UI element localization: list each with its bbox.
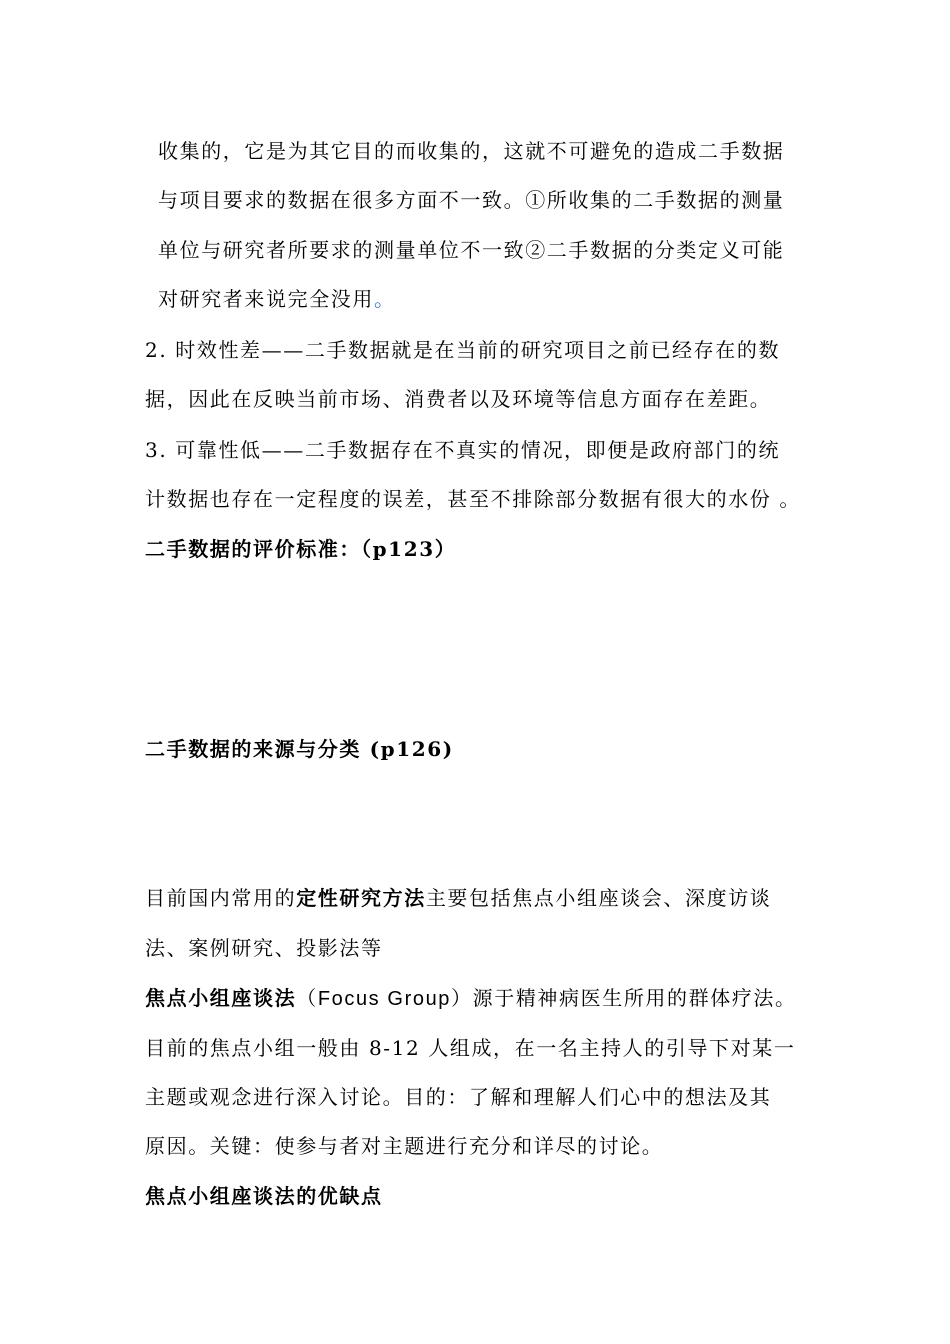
list-item-3-line: 计数据也存在一定程度的误差，甚至不排除部分数据有很大的水份 。	[145, 487, 801, 511]
text-line: 收集的，它是为其它目的而收集的，这就不可避免的造成二手数据	[158, 139, 785, 163]
list-item-2-line: 据，因此在反映当前市场、消费者以及环境等信息方面存在差距。	[145, 387, 772, 411]
focus-group-line: 原因。关键：使参与者对主题进行充分和详尽的讨论。	[145, 1134, 664, 1158]
text-span: （	[296, 986, 318, 1010]
section-heading-evaluation: 二手数据的评价标准：（p123）	[145, 537, 457, 561]
bold-term: 焦点小组座谈法	[145, 986, 297, 1010]
text-span: 目前国内常用的	[145, 886, 297, 910]
text-span: ）源于精神病医生所用的群体疗法。	[451, 986, 797, 1010]
qualitative-line	[145, 884, 771, 912]
focus-group-line: 目前的焦点小组一般由 8-12 人组成，在一名主持人的引导下对某一	[145, 1036, 796, 1060]
qualitative-line: 法、案例研究、投影法等	[145, 936, 383, 960]
section-heading-pros-cons: 焦点小组座谈法的优缺点	[145, 1184, 383, 1208]
english-term: Focus Group	[317, 988, 452, 1010]
list-item-2-line: 2. 时效性差——二手数据就是在当前的研究项目之前已经存在的数	[145, 338, 781, 362]
bold-term: 定性研究方法	[296, 886, 426, 910]
section-heading-sources: 二手数据的来源与分类 (p126)	[145, 737, 454, 761]
text-span: 对研究者来说完全没用	[158, 287, 374, 311]
text-line	[158, 285, 396, 313]
end-mark: 。	[374, 287, 396, 311]
text-line: 与项目要求的数据在很多方面不一致。①所收集的二手数据的测量	[158, 188, 785, 212]
text-line: 单位与研究者所要求的测量单位不一致②二手数据的分类定义可能	[158, 238, 785, 262]
text-span: 主要包括焦点小组座谈会、深度访谈	[425, 886, 772, 910]
list-item-3-line: 3. 可靠性低——二手数据存在不真实的情况，即便是政府部门的统	[145, 438, 781, 462]
focus-group-line	[145, 984, 797, 1013]
focus-group-line: 主题或观念进行深入讨论。目的：了解和理解人们心中的想法及其	[145, 1085, 772, 1109]
